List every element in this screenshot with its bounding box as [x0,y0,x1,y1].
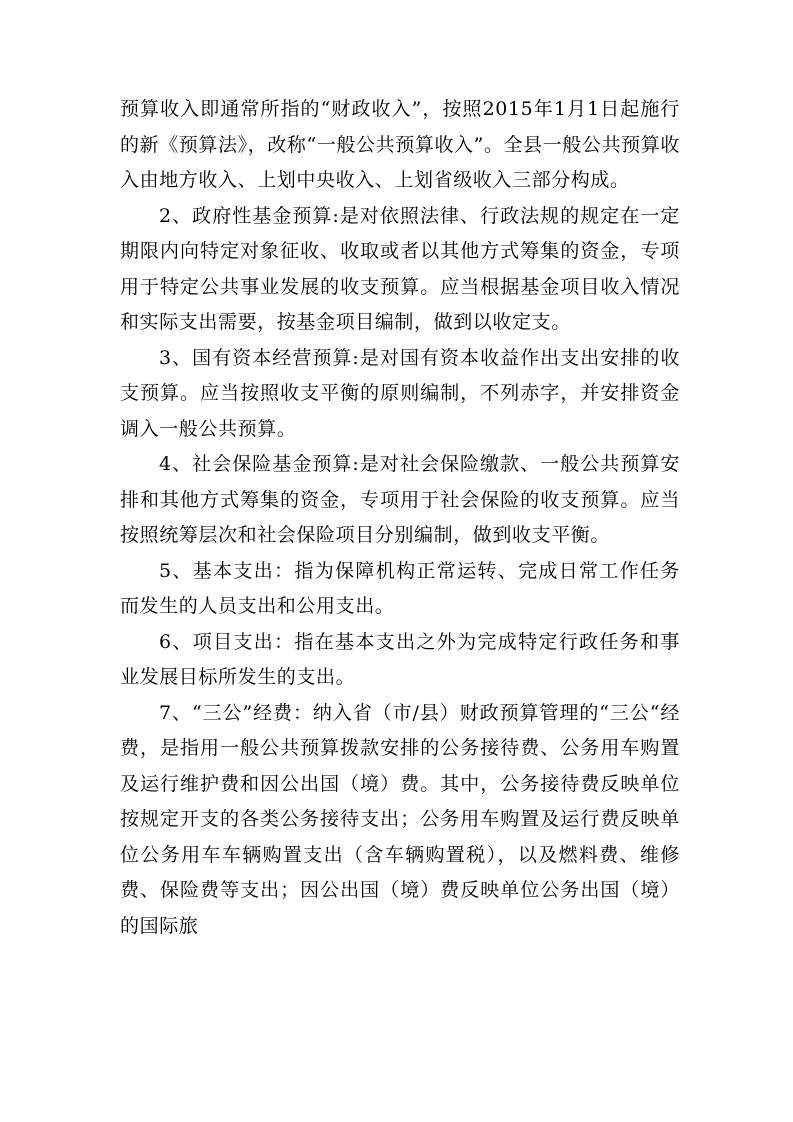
paragraph-state-capital-budget: 3、国有资本经营预算:是对国有资本收益作出支出安排的收支预算。应当按照收支平衡的原则编制，不列赤字，并安排资金调入一般公共预算。 [120,346,680,440]
paragraph-budget-revenue-continued: 预算收入即通常所指的“财政收入”，按照2015年1月1日起施行的新《预算法》，改称“一般公共预算收入”。全县一般公共预算收入由地方收入、上划中央收入、上划省级收入三部分构成。 [120,98,680,191]
paragraph-basic-expenditure: 5、基本支出：指为保障机构正常运转、完成日常工作任务而发生的人员支出和公用支出。 [120,559,680,617]
paragraph-project-expenditure: 6、项目支出：指在基本支出之外为完成特定行政任务和事业发展目标所发生的支出。 [120,630,680,688]
paragraph-government-fund-budget: 2、政府性基金预算:是对依照法律、行政法规的规定在一定期限内向特定对象征收、收取或者以其他方式筹集的资金，专项用于特定公共事业发展的收支预算。应当根据基金项目收入情况和实际支出需要，按基金项目编制，做到以收定支。 [120,204,680,333]
paragraph-social-insurance-budget: 4、社会保险基金预算:是对社会保险缴款、一般公共预算安排和其他方式筹集的资金，专项用于社会保险的收支预算。应当按照统筹层次和社会保险项目分别编制，做到收支平衡。 [120,453,680,546]
paragraph-three-public-expenses: 7、“三公”经费：纳入省（市/县）财政预算管理的“三公“经费，是指用一般公共预算拨款安排的公务接待费、公务用车购置及运行维护费和因公出国（境）费。其中，公务接待费反映单位按规定开支的各类公务接待支出；公务用车购置及运行费反映单位公务用车车辆购置支出（含车辆购置税），以及燃料费、维修费、保险费等支出；因公出国（境）费反映单位公务出国（境）的国际旅 [120,701,680,937]
document-body [120,92,680,944]
